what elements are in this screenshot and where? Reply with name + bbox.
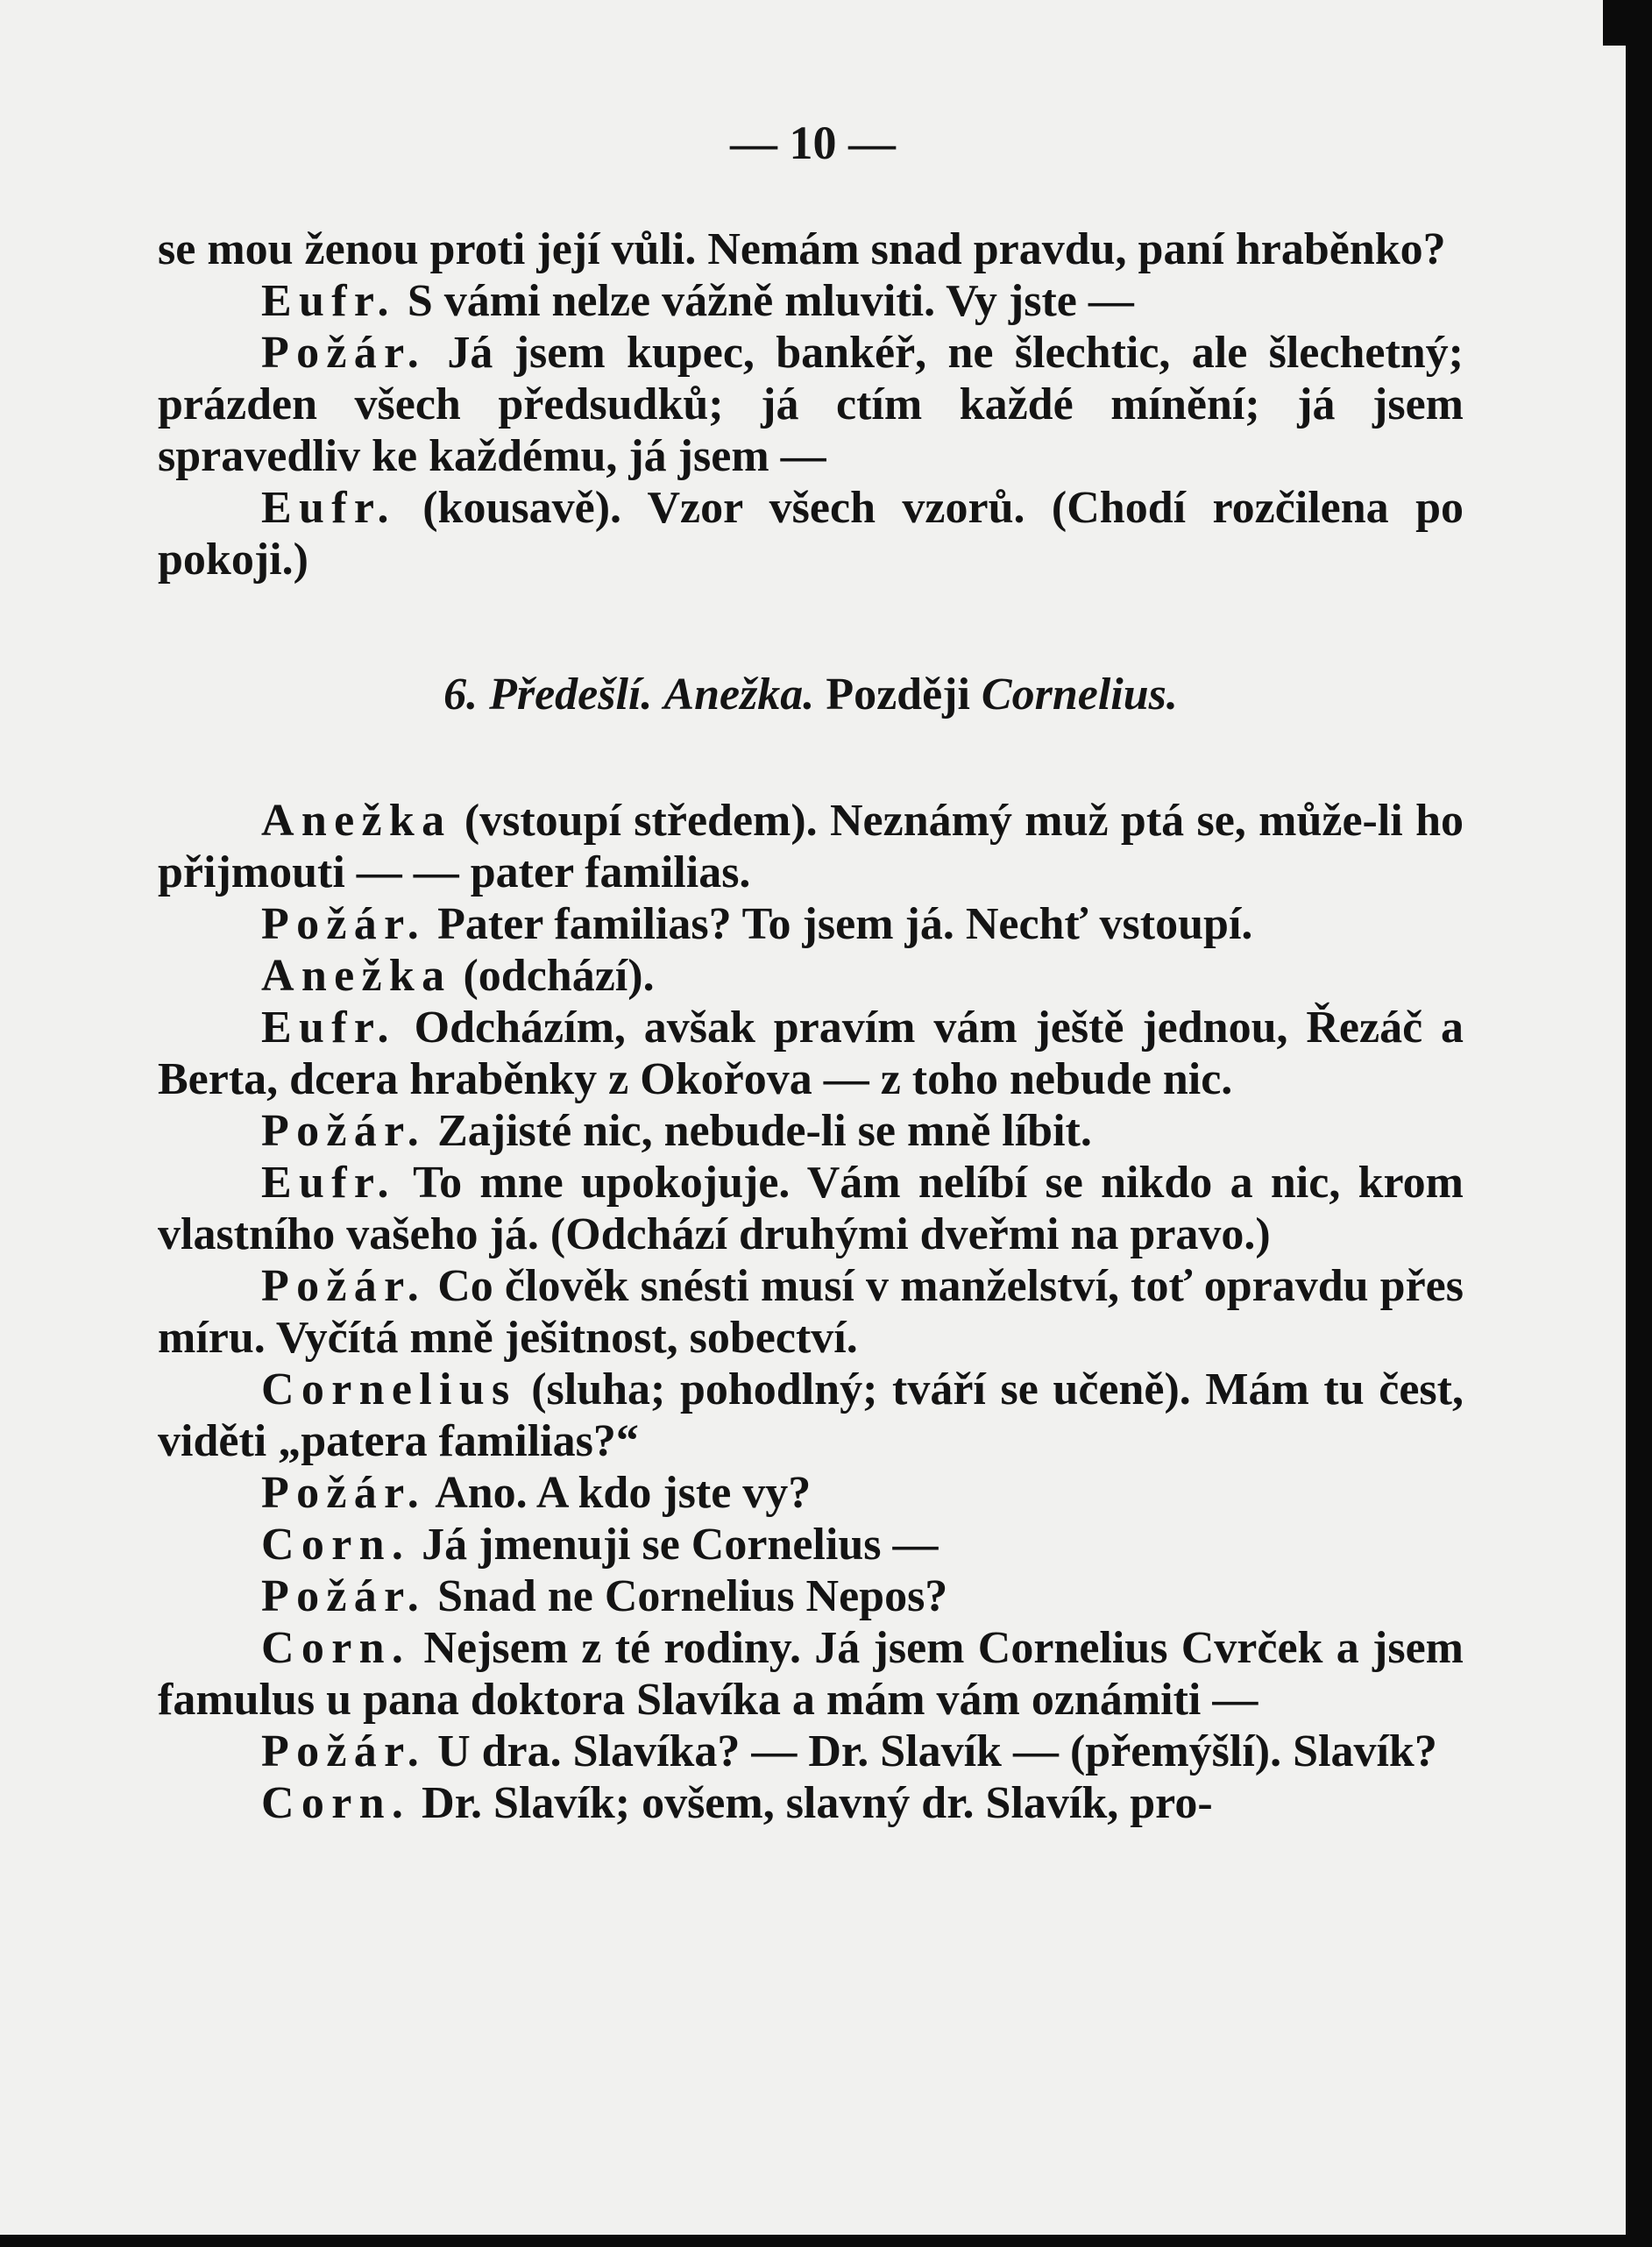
speaker-name: Požár. [261, 899, 427, 949]
speaker-name: Eufr. [261, 1158, 396, 1208]
line-text: Co člověk snésti musí v manželství, toť opravdu přes míru. Vyčítá mně ješitnost, sobectví. [158, 1261, 1464, 1363]
line-text: (vstoupí středem). Neznámý muž ptá se, může-li ho přijmouti — — pater familias. [158, 796, 1464, 897]
speaker-name: Corn. [261, 1778, 411, 1828]
speaker-name: Požár. [261, 1261, 427, 1311]
line-text: To mne upokojuje. Vám nelíbí se nikdo a nic, krom vlastního vašeho já. (Odchází druhými dveřmi na pravo.) [158, 1158, 1464, 1259]
speaker-name: Požár. [261, 328, 427, 378]
line-text: (kousavě). Vzor všech vzorů. (Chodí rozčilena po pokoji.) [158, 483, 1464, 585]
speaker-name: Cornelius [261, 1365, 517, 1414]
scan-edge-right [1626, 0, 1652, 2247]
dialogue-line [158, 482, 1464, 585]
dialogue-line [158, 1622, 1464, 1726]
speaker-name: Požár. [261, 1106, 427, 1156]
line-text: Dr. Slavík; ovšem, slavný dr. Slavík, pro- [410, 1778, 1213, 1828]
dialogue-line [158, 1364, 1464, 1467]
scene-later: Později [826, 670, 970, 719]
line-text: Já jsem kupec, bankéř, ne šlechtic, ale šlechetný; prázden všech předsudků; já ctím každé mínění; já jsem spravedliv ke každému, já jsem — [158, 328, 1464, 481]
line-text: S vámi nelze vážně mluviti. Vy jste — [395, 276, 1134, 326]
scene-persons-3: Cornelius. [981, 670, 1178, 719]
line-text: U dra. Slavíka? — Dr. Slavík — (přemýšlí). Slavík? [426, 1726, 1437, 1776]
scene-persons-2: Anežka. [663, 670, 815, 719]
speaker-name: Corn. [261, 1520, 411, 1570]
line-text: Odcházím, avšak pravím vám ještě jednou, Řezáč a Berta, dcera hraběnky z Okořova — z toho nebude nic. [158, 1003, 1464, 1104]
scene-number: 6. [443, 670, 479, 719]
speaker-name: Eufr. [261, 483, 396, 533]
dialogue-line [158, 898, 1464, 950]
dialogue-line [158, 1157, 1464, 1260]
scan-edge-corner [1603, 0, 1652, 46]
dialogue-line [158, 275, 1464, 327]
speaker-name: Corn. [261, 1623, 411, 1673]
page-number: — 10 — [730, 117, 896, 169]
speaker-name: Požár. [261, 1571, 427, 1621]
line-text: Ano. A kdo jste vy? [426, 1468, 812, 1518]
dialogue-line [158, 1467, 1464, 1519]
dialogue-line [158, 1570, 1464, 1622]
speaker-name: Eufr. [261, 1003, 396, 1053]
speaker-name: Požár. [261, 1726, 427, 1776]
line-text: (sluha; pohodlný; tváří se učeně). Mám tu čest, viděti „patera familias?“ [158, 1365, 1464, 1466]
speaker-name: Eufr. [261, 276, 396, 326]
dialogue-line [158, 1519, 1464, 1570]
dialogue-line [158, 1105, 1464, 1157]
line-text: Snad ne Cornelius Nepos? [426, 1571, 948, 1621]
page-text [158, 223, 1464, 1829]
speaker-name: Požár. [261, 1468, 427, 1518]
scene-persons-1: Předešlí. [489, 670, 653, 719]
scan-edge-bottom [0, 2235, 1652, 2247]
dialogue-line [158, 1726, 1464, 1777]
scene-heading [158, 669, 1464, 720]
dialogue-line [158, 327, 1464, 482]
dialogue-line [158, 1002, 1464, 1105]
dialogue-line [158, 1260, 1464, 1364]
speaker-name: Anežka [261, 796, 452, 846]
line-text: (odchází). [451, 951, 655, 1001]
line-text: Já jmenuji se Cornelius — [410, 1520, 939, 1570]
speaker-name: Anežka [261, 951, 452, 1001]
line-text: Zajisté nic, nebude-li se mně líbit. [426, 1106, 1092, 1156]
paragraph-top: se mou ženou proti její vůli. Nemám snad pravdu, paní hraběnko? [158, 224, 1446, 274]
dialogue-line [158, 795, 1464, 898]
dialogue-line [158, 950, 1464, 1002]
dialogue-line [158, 1777, 1464, 1829]
line-text: Nejsem z té rodiny. Já jsem Cornelius Cvrček a jsem famulus u pana doktora Slavíka a mám vám oznámiti — [158, 1623, 1464, 1725]
line-text: Pater familias? To jsem já. Nechť vstoupí. [426, 899, 1253, 949]
